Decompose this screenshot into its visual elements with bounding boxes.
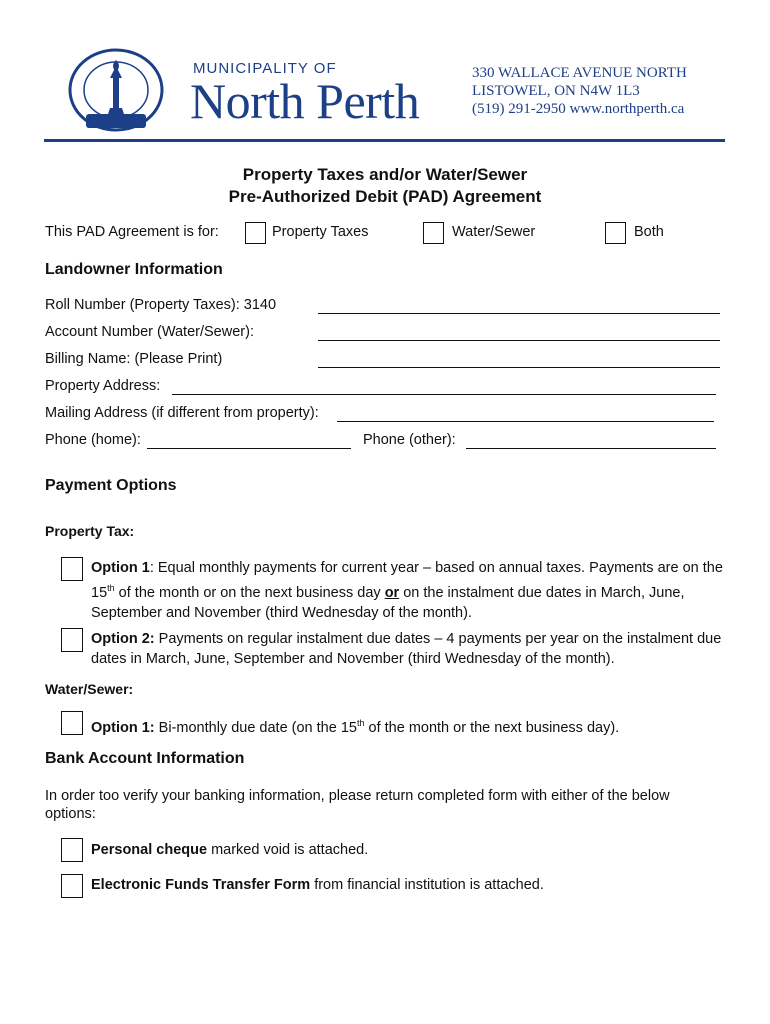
- phone-home-field[interactable]: [147, 448, 351, 449]
- billing-name-label: Billing Name: (Please Print): [45, 351, 223, 367]
- option1-checkbox[interactable]: [61, 557, 83, 581]
- property-address-label: Property Address:: [45, 378, 161, 394]
- account-number-label: Account Number (Water/Sewer):: [45, 324, 254, 340]
- header-divider: [44, 139, 725, 142]
- mailing-address-label: Mailing Address (if different from property):: [45, 405, 319, 421]
- agreement-label: This PAD Agreement is for:: [45, 224, 219, 240]
- address-line-3: (519) 291-2950 www.northperth.ca: [472, 101, 685, 117]
- property-taxes-label: Property Taxes: [272, 224, 369, 240]
- personal-cheque-text: Personal cheque marked void is attached.: [91, 842, 369, 858]
- water-sewer-option1-text: Option 1: Bi-monthly due date (on the 15th of the month or the next business day).: [91, 718, 620, 736]
- eft-form-text: Electronic Funds Transfer Form from financial institution is attached.: [91, 877, 544, 893]
- personal-cheque-checkbox[interactable]: [61, 838, 83, 862]
- water-sewer-checkbox[interactable]: [423, 222, 444, 244]
- municipality-name: North Perth: [190, 73, 420, 129]
- property-tax-subheading: Property Tax:: [45, 523, 135, 539]
- roll-number-field[interactable]: [318, 313, 720, 314]
- roll-number-label: Roll Number (Property Taxes): 3140: [45, 297, 277, 313]
- address-line-2: LISTOWEL, ON N4W 1L3: [472, 83, 640, 99]
- mailing-address-field[interactable]: [337, 421, 714, 422]
- property-address-field[interactable]: [172, 394, 716, 395]
- municipality-prefix: MUNICIPALITY OF: [193, 60, 337, 77]
- water-sewer-label: Water/Sewer: [452, 224, 536, 240]
- both-checkbox[interactable]: [605, 222, 626, 244]
- form-title-line2: Pre-Authorized Debit (PAD) Agreement: [228, 187, 542, 206]
- water-sewer-option1-checkbox[interactable]: [61, 711, 83, 735]
- payment-options-heading: Payment Options: [45, 477, 177, 494]
- bank-account-heading: Bank Account Information: [45, 750, 245, 767]
- eft-form-checkbox[interactable]: [61, 874, 83, 898]
- landowner-heading: Landowner Information: [45, 261, 223, 278]
- municipality-seal-logo: [66, 48, 166, 136]
- both-label: Both: [634, 224, 664, 240]
- property-taxes-checkbox[interactable]: [245, 222, 266, 244]
- option2-text: Option 2: Payments on regular instalment due dates – 4 payments per year on the instalment due dates in March, June, September and November (third Wednesday of the month).: [91, 631, 722, 667]
- phone-home-label: Phone (home):: [45, 432, 141, 448]
- form-title-line1: Property Taxes and/or Water/Sewer: [242, 165, 528, 184]
- phone-other-field[interactable]: [466, 448, 716, 449]
- phone-other-label: Phone (other):: [363, 432, 456, 448]
- option1-text: Option 1: Equal monthly payments for current year – based on annual taxes. Payments are on the 15th of the month or on the next business day or on the instalment due dates in March, June, September and November (third Wednesday of the month).: [91, 560, 723, 621]
- municipality-address: [472, 64, 687, 118]
- billing-name-field[interactable]: [318, 367, 720, 368]
- bank-intro-text: In order too verify your banking information, please return completed form with either of the below options:: [45, 788, 670, 822]
- water-sewer-subheading: Water/Sewer:: [45, 681, 134, 697]
- account-number-field[interactable]: [318, 340, 720, 341]
- address-line-1: 330 WALLACE AVENUE NORTH: [472, 65, 687, 81]
- option2-checkbox[interactable]: [61, 628, 83, 652]
